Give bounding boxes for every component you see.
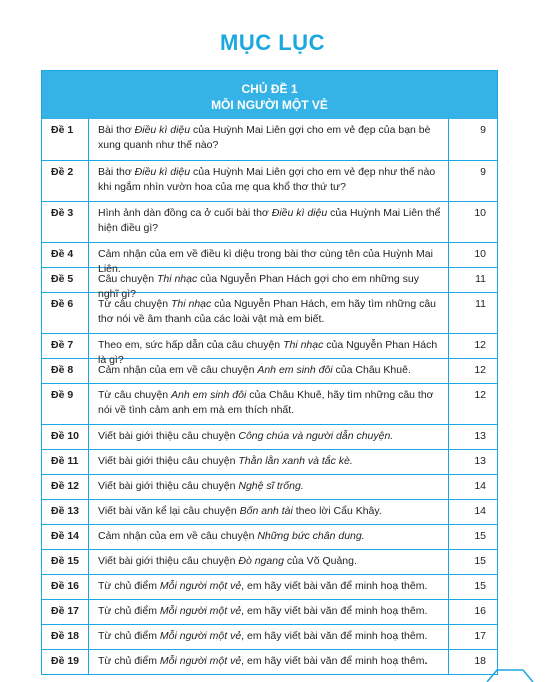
entry-title <box>89 268 449 300</box>
entry-page-number: 12 <box>474 364 486 376</box>
entry-title-part: , em hãy viết bài văn để minh hoạ thêm <box>241 655 425 667</box>
entry-title <box>89 475 449 499</box>
entry-title-part: của Châu Khuê, hãy tìm những câu thơ nói về tình cảm anh em mà em thích nhất. <box>98 389 434 416</box>
entry-page-number: 15 <box>474 555 486 567</box>
entry-number: Đề 14 <box>42 525 89 549</box>
entry-title-part: Đò ngang <box>238 555 284 567</box>
table-of-contents <box>41 70 498 675</box>
entry-title-part: Hình ảnh dàn đồng ca ở cuối bài thơ <box>98 207 272 219</box>
toc-rows <box>42 119 497 674</box>
toc-row <box>42 160 497 201</box>
entry-title-part: Viết bài văn kể lại câu chuyện <box>98 505 240 517</box>
toc-row <box>42 424 497 449</box>
entry-number: Đề 3 <box>42 202 89 242</box>
section-header <box>42 71 497 119</box>
entry-page-number: 15 <box>474 580 486 592</box>
toc-row <box>42 524 497 549</box>
entry-number: Đề 15 <box>42 550 89 574</box>
entry-title <box>89 500 449 524</box>
entry-title-part: , em hãy viết bài văn để minh hoạ thêm. <box>241 630 428 642</box>
entry-title-part: Cảm nhận của em về câu chuyện <box>98 530 258 542</box>
entry-title-part: của Nguyễn Phan Hách gợi cho em những suy nghĩ gì? <box>98 273 419 300</box>
entry-title-part: của Huỳnh Mai Liên gợi cho em vẻ đẹp như thế nào khi ngắm nhìn vườn hoa của mẹ qua khổ thơ thứ tư? <box>98 166 436 193</box>
entry-title-part: Bài thơ <box>98 166 135 178</box>
entry-title-part: , em hãy viết bài văn để minh hoạ thêm. <box>241 605 428 617</box>
page-title: MỤC LỤC <box>220 30 325 55</box>
entry-number: Đề 17 <box>42 600 89 624</box>
entry-title <box>89 202 449 242</box>
toc-row <box>42 383 497 424</box>
entry-number: Đề 6 <box>42 293 89 333</box>
entry-page-number: 14 <box>474 505 486 517</box>
entry-page-number: 18 <box>474 655 486 667</box>
entry-page-number: 9 <box>480 166 486 178</box>
entry-page-number: 12 <box>474 339 486 351</box>
entry-title <box>89 625 449 649</box>
entry-page-number: 10 <box>474 207 486 219</box>
entry-title-part: Từ chủ điểm <box>98 655 160 667</box>
entry-title <box>89 450 449 474</box>
entry-title-part: Thi nhạc <box>283 339 324 351</box>
toc-row <box>42 242 497 275</box>
entry-number: Đề 9 <box>42 384 89 424</box>
entry-page-number: 9 <box>480 124 486 136</box>
toc-row <box>42 119 497 160</box>
entry-title-part: Thằn lằn xanh và tắc kè. <box>238 455 353 467</box>
entry-title-part: của Võ Quảng. <box>283 555 357 567</box>
entry-title <box>89 525 449 549</box>
entry-title <box>89 161 449 201</box>
toc-row <box>42 649 497 674</box>
entry-title-part: Từ chủ điểm <box>98 605 160 617</box>
entry-number: Đề 5 <box>42 268 89 292</box>
entry-title-part: Viết bài giới thiệu câu chuyện <box>98 430 239 442</box>
entry-page-number: 17 <box>474 630 486 642</box>
entry-title-part: Nghệ sĩ trống. <box>238 480 304 492</box>
entry-title-part: Từ chủ điểm <box>98 630 160 642</box>
toc-row <box>42 574 497 599</box>
entry-title <box>89 243 449 275</box>
entry-number: Đề 11 <box>42 450 89 474</box>
entry-title-part: Công chúa và người dẫn chuyện. <box>238 430 394 442</box>
section-label: CHỦ ĐỀ 1 <box>241 82 298 96</box>
entry-title <box>89 550 449 574</box>
entry-number: Đề 10 <box>42 425 89 449</box>
entry-title <box>89 359 449 383</box>
entry-title-part: Câu chuyện <box>98 273 157 285</box>
entry-title-part: Theo em, sức hấp dẫn của câu chuyện <box>98 339 284 351</box>
entry-number: Đề 7 <box>42 334 89 358</box>
entry-title <box>89 334 449 366</box>
entry-page-number: 15 <box>474 530 486 542</box>
entry-title-part: Những bức chân dung. <box>257 530 365 542</box>
entry-title-part: Thi nhạc <box>170 298 212 310</box>
entry-title <box>89 600 449 624</box>
entry-title-part: của Nguyễn Phan Hách là gì? <box>98 339 438 366</box>
page-corner-decoration <box>475 664 545 682</box>
entry-number: Đề 12 <box>42 475 89 499</box>
entry-page-number: 14 <box>474 480 486 492</box>
entry-page-number: 10 <box>474 248 486 260</box>
entry-title-part: Bốn anh tài <box>239 505 293 517</box>
entry-title-part: Từ câu chuyện <box>98 298 171 310</box>
entry-title-part: của Huỳnh Mai Liên thể hiện điều gì? <box>98 207 441 234</box>
entry-page-number: 12 <box>474 389 486 401</box>
entry-title <box>89 119 449 160</box>
entry-title-part: Mỗi người một vẻ <box>159 580 242 592</box>
entry-title-part: . <box>424 655 428 667</box>
section-name: MỖI NGƯỜI MỘT VẺ <box>211 98 328 112</box>
entry-page-number: 16 <box>474 605 486 617</box>
entry-number: Đề 2 <box>42 161 89 201</box>
entry-title-part: Viết bài giới thiệu câu chuyện <box>98 480 239 492</box>
entry-title <box>89 425 449 449</box>
toc-row <box>42 549 497 574</box>
entry-number: Đề 19 <box>42 650 89 674</box>
toc-row <box>42 267 497 300</box>
entry-page-number: 11 <box>475 298 486 310</box>
entry-number: Đề 13 <box>42 500 89 524</box>
entry-page-number: 13 <box>474 455 486 467</box>
entry-title-part: của Huỳnh Mai Liên gợi cho em vẻ đẹp của bạn bè xung quanh như thế nào? <box>98 124 431 151</box>
toc-row <box>42 333 497 366</box>
entry-number: Đề 8 <box>42 359 89 383</box>
entry-title-part: , em hãy viết bài văn để minh hoạ thêm. <box>241 580 428 592</box>
entry-title <box>89 384 449 424</box>
entry-title-part: Cảm nhận của em về câu chuyện <box>98 364 258 376</box>
entry-title-part: Mỗi người một vẻ <box>159 605 242 617</box>
entry-title-part: Bài thơ <box>98 124 135 136</box>
entry-title-part: theo lời Cẩu Khây. <box>292 505 382 517</box>
entry-title-part: Điều kì diệu <box>134 124 191 136</box>
entry-title-part: Anh em sinh đôi <box>257 364 333 376</box>
toc-row <box>42 292 497 333</box>
toc-row <box>42 499 497 524</box>
toc-row <box>42 201 497 242</box>
entry-title-part: Từ chủ điểm <box>98 580 160 592</box>
entry-title-part: của Nguyễn Phan Hách, em hãy tìm những câu thơ nói về âm thanh của các loài vật mà em biết. <box>98 298 437 325</box>
entry-title-part: Điều kì diệu <box>134 166 191 178</box>
entry-title <box>89 575 449 599</box>
entry-title-part: Thi nhạc <box>156 273 198 285</box>
entry-title-part: Mỗi người một vẻ <box>159 630 242 642</box>
entry-title-part: Cảm nhận của em về điều kì diệu trong bài thơ cùng tên của Huỳnh Mai Liên. <box>98 248 433 275</box>
entry-title <box>89 650 449 674</box>
entry-number: Đề 16 <box>42 575 89 599</box>
entry-number: Đề 18 <box>42 625 89 649</box>
entry-title <box>89 293 449 333</box>
entry-number: Đề 4 <box>42 243 89 267</box>
toc-row <box>42 358 497 383</box>
entry-title-part: Anh em sinh đôi <box>170 389 247 401</box>
toc-row <box>42 449 497 474</box>
toc-row <box>42 474 497 499</box>
entry-page-number: 11 <box>475 273 486 285</box>
entry-title-part: Điều kì diệu <box>271 207 328 219</box>
entry-title-part: Viết bài giới thiệu câu chuyện <box>98 455 239 467</box>
toc-row <box>42 624 497 649</box>
entry-title-part: Viết bài giới thiệu câu chuyện <box>98 555 239 567</box>
entry-number: Đề 1 <box>42 119 89 160</box>
toc-row <box>42 599 497 624</box>
entry-page-number: 13 <box>474 430 486 442</box>
entry-title-part: Từ câu chuyện <box>98 389 171 401</box>
entry-title-part: của Châu Khuê. <box>332 364 411 376</box>
entry-title-part: Mỗi người một vẻ <box>159 655 242 667</box>
